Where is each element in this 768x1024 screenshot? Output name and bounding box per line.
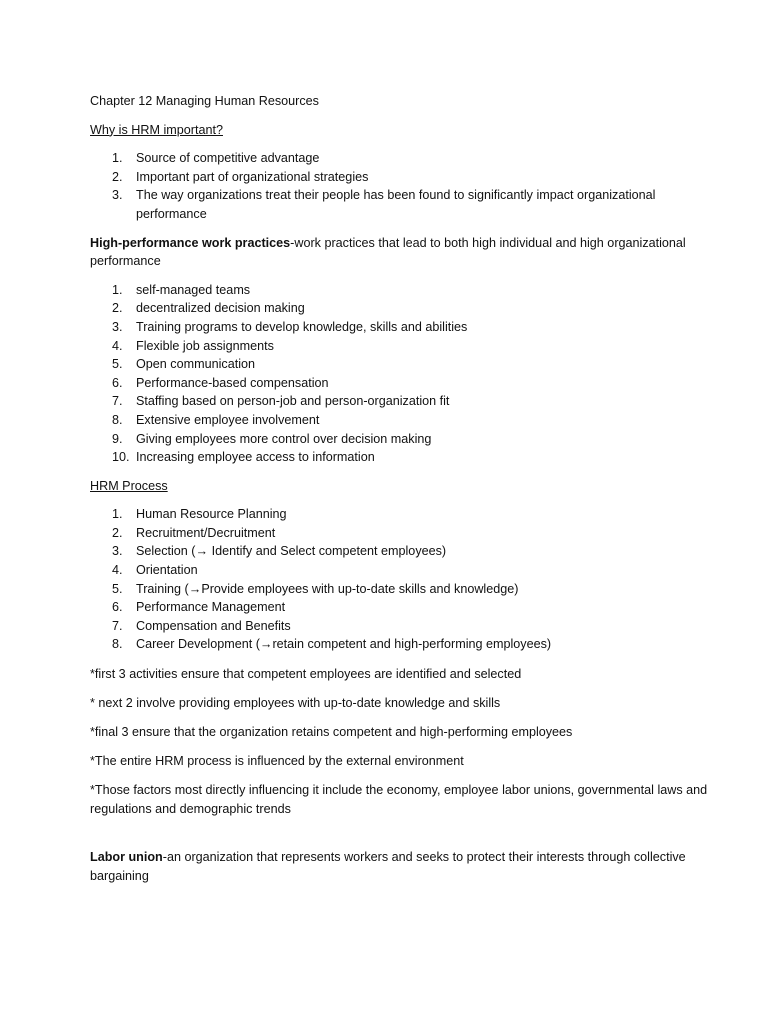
labor-union-definition-text: -an organization that represents workers and seeks to protect their interests through collective bargaining [90,850,686,883]
list-item-text: Flexible job assignments [136,338,274,353]
list-item-text: Source of competitive advantage [136,151,320,166]
list-number: 2. [112,525,123,540]
list-item [90,392,708,411]
list-item-text: Human Resource Planning [136,507,287,522]
list-item-text: Performance-based compensation [136,375,329,390]
list-item-text: Recruitment/Decruitment [136,525,276,540]
list-item [90,430,708,449]
labor-union-definition [90,848,708,885]
labor-union-term: Labor union [90,850,163,865]
list-item [90,505,708,524]
note-paragraph: *first 3 activities ensure that competent employees are identified and selected [90,667,522,682]
list-item-text: Training (→Provide employees with up-to-date skills and knowledge) [136,581,519,596]
list-number: 5. [112,357,123,372]
list-item [90,337,708,356]
list-item-text: Giving employees more control over decision making [136,431,432,446]
list-item [90,524,708,543]
list-number: 3. [112,319,123,334]
list-item-text: Performance Management [136,600,286,615]
list-item [90,598,708,617]
list-number: 4. [112,338,123,353]
list-number: 5. [112,581,123,596]
hrm-process-list [90,505,708,654]
list-item [90,561,708,580]
list-item [90,186,708,223]
hpwp-term: High-performance work practices [90,235,291,250]
why-hrm-list [90,149,708,223]
list-item-text: The way organizations treat their people has been found to significantly impact organizational performance [136,188,656,221]
list-item [90,411,708,430]
list-item-text: Open communication [136,357,256,372]
list-number: 10. [112,450,130,465]
list-item [90,448,708,467]
list-item [90,355,708,374]
list-number: 6. [112,375,123,390]
list-item [90,542,708,561]
list-number: 6. [112,600,123,615]
list-item-text: Extensive employee involvement [136,412,320,427]
hpwp-definition-text: -work practices that lead to both high individual and high organizational performance [90,235,686,269]
document-title: Chapter 12 Managing Human Resources [90,94,319,108]
note-paragraph: *final 3 ensure that the organization retains competent and high-performing employees [90,725,573,739]
list-item [90,299,708,318]
why-hrm-heading: Why is HRM important? [90,122,223,137]
list-item [90,168,708,187]
note-paragraph: * next 2 involve providing employees with up-to-date knowledge and skills [90,696,501,711]
list-number: 9. [112,431,123,446]
list-item [90,580,708,599]
list-item-text: Compensation and Benefits [136,618,291,633]
list-item-text: Staffing based on person-job and person-organization fit [136,394,450,409]
list-number: 1. [112,151,123,166]
list-item-text: decentralized decision making [136,301,305,316]
list-number: 1. [112,507,123,522]
list-item-text: Important part of organizational strategies [136,169,369,184]
hpwp-list [90,281,708,467]
list-number: 8. [112,412,123,427]
list-item-text: Career Development (→retain competent and high-performing employees) [136,637,552,652]
list-number: 4. [112,563,123,578]
list-number: 7. [112,394,123,409]
list-item [90,635,708,654]
list-number: 1. [112,282,123,297]
list-number: 7. [112,618,123,633]
list-item-text: Increasing employee access to information [136,450,375,465]
hpwp-definition [90,234,708,271]
list-item [90,617,708,636]
list-number: 2. [112,301,123,316]
note-paragraph: *Those factors most directly influencing it include the economy, employee labor unions, governmental laws and regulations and demographic trends [90,782,708,816]
list-number: 2. [112,169,123,184]
list-item-text: Orientation [136,563,198,578]
list-item-text: Selection (→ Identify and Select competent employees) [136,544,447,559]
list-item [90,281,708,300]
list-item [90,149,708,168]
list-item [90,374,708,393]
list-number: 3. [112,188,123,203]
list-item [90,318,708,337]
list-number: 8. [112,637,123,652]
list-item-text: self-managed teams [136,282,251,297]
hrm-process-heading: HRM Process [90,478,168,493]
note-paragraph: *The entire HRM process is influenced by the external environment [90,753,464,768]
list-number: 3. [112,544,123,559]
list-item-text: Training programs to develop knowledge, skills and abilities [136,319,468,334]
